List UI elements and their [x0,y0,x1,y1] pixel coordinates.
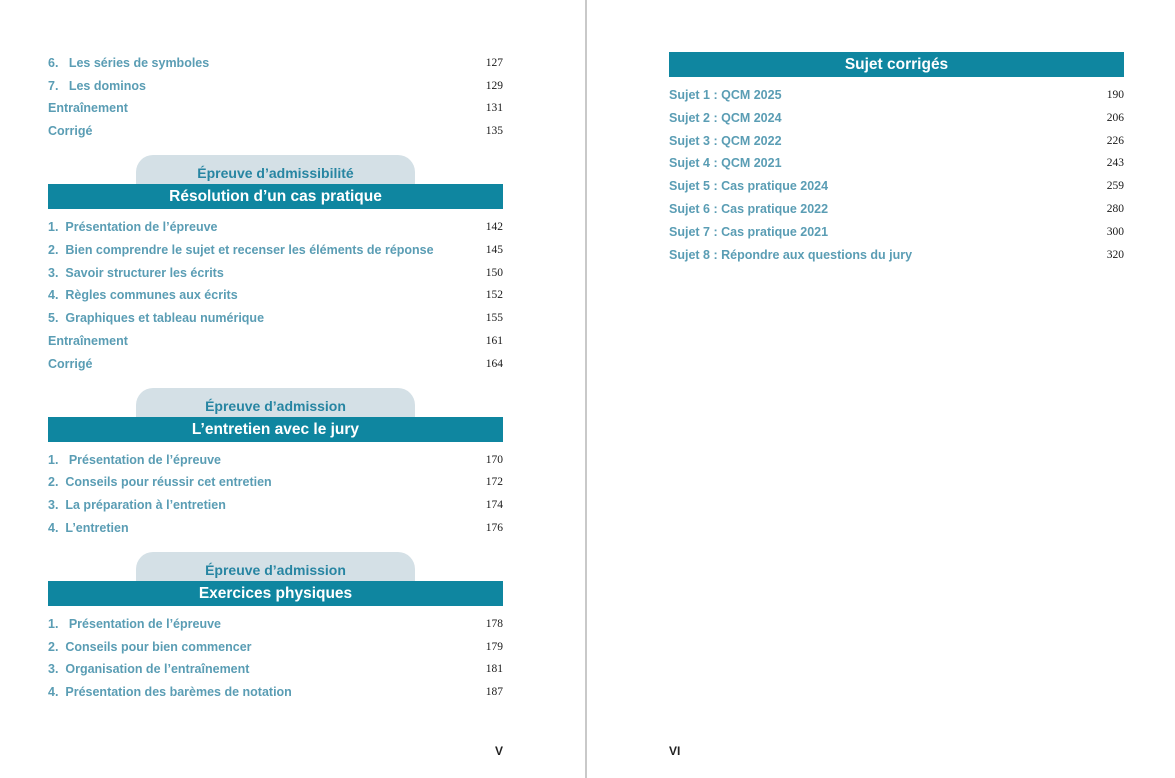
toc-entry-label: Sujet 4 : QCM 2021 [669,156,782,170]
toc-entry-label: 7. Les dominos [48,79,146,93]
section-tab-label: Épreuve d’admission [136,552,415,586]
toc-entry[interactable] [48,263,503,283]
toc-entry-page: 155 [485,312,503,324]
section-title-banner: Sujet corrigés [669,52,1124,77]
section-title-banner: Exercices physiques [48,581,503,606]
toc-entry[interactable] [48,53,503,73]
toc-entry-page: 300 [1106,226,1124,238]
toc-entry-label: Entraînement [48,101,128,115]
toc-entry-label: 2. Conseils pour réussir cet entretien [48,475,272,489]
toc-entry[interactable] [48,285,503,305]
toc-entry[interactable] [48,518,503,538]
toc-entry[interactable] [669,108,1124,128]
toc-entry[interactable] [669,222,1124,242]
toc-entry-page: 243 [1106,157,1124,169]
toc-entry-page: 181 [485,663,503,675]
book-spine-divider [585,0,587,778]
toc-entry-page: 161 [485,335,503,347]
toc-entry[interactable] [669,199,1124,219]
toc-entry[interactable] [48,637,503,657]
toc-entry-page: 178 [485,618,503,630]
toc-entry[interactable] [669,153,1124,173]
toc-entry-page: 164 [485,358,503,370]
toc-entry-page: 206 [1106,112,1124,124]
toc-entry[interactable] [48,614,503,634]
toc-entry[interactable] [669,245,1124,265]
toc-entry-page: 179 [485,641,503,653]
toc-entry-label: 3. Organisation de l’entraînement [48,662,250,676]
section-tab-label: Épreuve d’admission [136,388,415,422]
toc-entry-label: Sujet 7 : Cas pratique 2021 [669,225,829,239]
toc-entry-label: 1. Présentation de l’épreuve [48,220,218,234]
toc-entry-label: 1. Présentation de l’épreuve [48,617,221,631]
toc-entry-page: 176 [485,522,503,534]
toc-entry-label: 4. Règles communes aux écrits [48,288,238,302]
toc-entry-page: 127 [485,57,503,69]
toc-entry[interactable] [48,240,503,260]
toc-entry-page: 172 [485,476,503,488]
toc-entry-label: 5. Graphiques et tableau numérique [48,311,265,325]
section-tab-label: Épreuve d’admissibilité [136,155,415,189]
toc-entry[interactable] [48,450,503,470]
toc-entry-label: Sujet 2 : QCM 2024 [669,111,782,125]
toc-entry-label: Corrigé [48,124,93,138]
toc-entry-label: Sujet 5 : Cas pratique 2024 [669,179,829,193]
toc-entry-label: Entraînement [48,334,128,348]
toc-entry[interactable] [48,354,503,374]
toc-entry-label: Sujet 3 : QCM 2022 [669,134,782,148]
toc-entry[interactable] [669,176,1124,196]
toc-entry-page: 226 [1106,135,1124,147]
toc-entry-label: Sujet 1 : QCM 2025 [669,88,782,102]
toc-entry[interactable] [48,472,503,492]
toc-entry[interactable] [48,495,503,515]
toc-entry-page: 152 [485,289,503,301]
toc-entry-label: 3. La préparation à l’entretien [48,498,226,512]
toc-entry-page: 129 [485,80,503,92]
toc-entry-page: 190 [1106,89,1124,101]
toc-entry-label: 6. Les séries de symboles [48,56,210,70]
toc-entry-label: 2. Bien comprendre le sujet et recenser les éléments de réponse [48,243,434,257]
toc-entry[interactable] [669,131,1124,151]
toc-entry-label: 4. Présentation des barèmes de notation [48,685,292,699]
toc-entry-page: 187 [485,686,503,698]
toc-entry-page: 320 [1106,249,1124,261]
toc-entry[interactable] [48,121,503,141]
toc-entry[interactable] [48,659,503,679]
toc-entry-page: 174 [485,499,503,511]
toc-entry-label: 1. Présentation de l’épreuve [48,453,221,467]
toc-entry-page: 131 [485,102,503,114]
toc-entry-label: 2. Conseils pour bien commencer [48,640,252,654]
toc-entry[interactable] [48,331,503,351]
toc-entry-page: 280 [1106,203,1124,215]
toc-entry-page: 150 [485,267,503,279]
toc-entry-page: 170 [485,454,503,466]
toc-entry-label: Sujet 8 : Répondre aux questions du jury [669,248,913,262]
page-number-folio: VI [669,744,681,758]
toc-entry[interactable] [48,98,503,118]
page-number-folio: V [495,744,504,758]
toc-entry-label: Sujet 6 : Cas pratique 2022 [669,202,829,216]
toc-entry-label: 4. L’entretien [48,521,129,535]
toc-entry[interactable] [48,76,503,96]
toc-entry[interactable] [48,217,503,237]
section-title-banner: L’entretien avec le jury [48,417,503,442]
toc-entry[interactable] [48,682,503,702]
toc-entry-page: 145 [485,244,503,256]
toc-entry-page: 259 [1106,180,1124,192]
toc-entry[interactable] [669,85,1124,105]
toc-entry-page: 135 [485,125,503,137]
toc-entry-page: 142 [485,221,503,233]
section-title-banner: Résolution d’un cas pratique [48,184,503,209]
toc-entry[interactable] [48,308,503,328]
toc-entry-label: 3. Savoir structurer les écrits [48,266,224,280]
toc-entry-label: Corrigé [48,357,93,371]
